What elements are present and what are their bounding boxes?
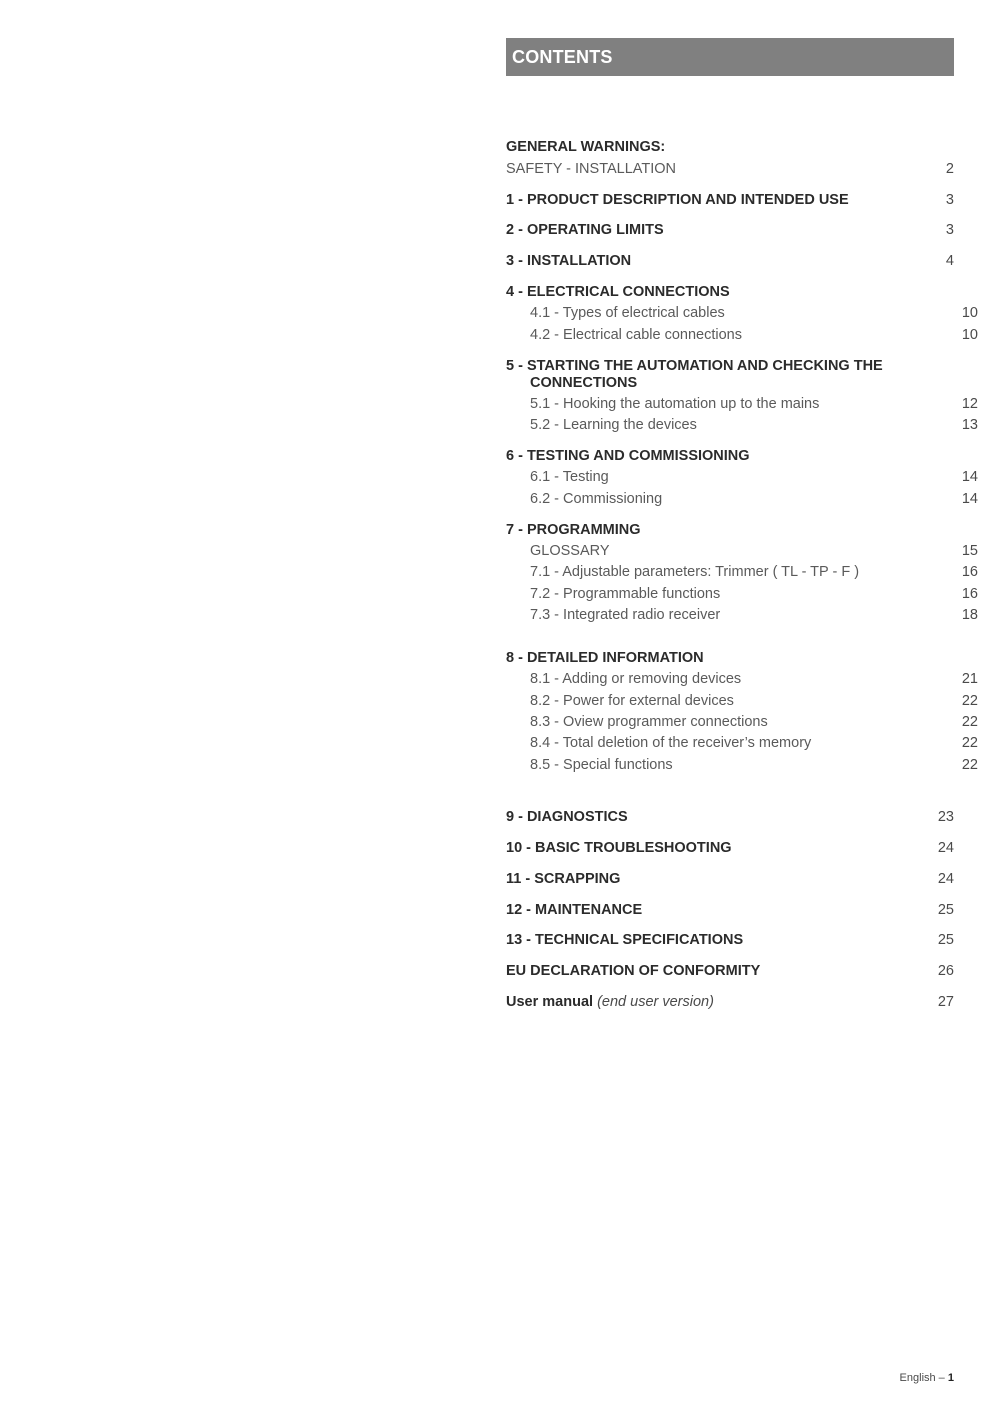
toc-entry-page: 23 — [937, 809, 954, 825]
toc-entry[interactable] — [506, 139, 954, 156]
page-title: CONTENTS — [512, 47, 613, 67]
toc-entry-page: 10 — [961, 327, 978, 343]
toc-entry-title: 8 - DETAILED INFORMATION — [506, 650, 704, 666]
toc-entry-title: 6.1 - Testing — [530, 469, 609, 485]
toc-subentry[interactable] — [506, 543, 978, 560]
toc-subentry[interactable] — [506, 305, 978, 322]
toc-entry[interactable] — [506, 284, 954, 301]
toc-subentry[interactable] — [506, 693, 978, 710]
toc-entry-title: 3 - INSTALLATION — [506, 253, 632, 269]
toc-subentry[interactable] — [506, 327, 978, 344]
toc-entry-page: 22 — [961, 693, 978, 709]
toc-entry[interactable] — [506, 932, 954, 949]
toc-entry-title-suffix: (end user version) — [597, 994, 714, 1010]
toc-entry-page: 22 — [961, 714, 978, 730]
toc-entry-page: 3 — [945, 222, 954, 238]
toc-entry-title: 8.5 - Special functions — [530, 757, 673, 773]
toc-entry-title: 5.1 - Hooking the automation up to the mains — [530, 396, 820, 412]
toc-entry[interactable] — [506, 222, 954, 239]
toc-subentry[interactable] — [506, 469, 978, 486]
toc-entry-title: 6 - TESTING AND COMMISSIONING — [506, 448, 750, 464]
toc-entry-page: 24 — [937, 871, 954, 887]
toc-entry-page: 16 — [961, 586, 978, 602]
toc-entry-title: 7.3 - Integrated radio receiver — [530, 607, 721, 623]
toc-entry-title: 5.2 - Learning the devices — [530, 417, 697, 433]
toc-entry[interactable] — [506, 161, 954, 178]
toc-entry-title: 1 - PRODUCT DESCRIPTION AND INTENDED USE — [506, 192, 849, 208]
toc-subentry[interactable] — [506, 607, 978, 624]
toc-entry[interactable] — [506, 192, 954, 209]
toc-entry-title: 2 - OPERATING LIMITS — [506, 222, 664, 238]
toc-entry-title: User manual — [506, 994, 594, 1010]
toc-entry-page: 13 — [961, 417, 978, 433]
toc-entry-page: 22 — [961, 757, 978, 773]
toc-entry[interactable] — [506, 809, 954, 826]
toc-entry-title: 8.2 - Power for external devices — [530, 693, 734, 709]
toc-entry-page: 18 — [961, 607, 978, 623]
toc-entry-page: 10 — [961, 305, 978, 321]
toc-entry-title: 5 - STARTING THE AUTOMATION AND CHECKING THE CONNECTIONS — [506, 358, 883, 391]
toc-entry-title: EU DECLARATION OF CONFORMITY — [506, 963, 761, 979]
toc-subentry[interactable] — [506, 491, 978, 508]
toc-entry-page: 22 — [961, 735, 978, 751]
toc-subentry[interactable] — [506, 586, 978, 603]
toc-entry-page: 25 — [937, 932, 954, 948]
contents-header-bar — [506, 38, 954, 76]
toc-subentry[interactable] — [506, 757, 978, 774]
toc-entry-title: 8.1 - Adding or removing devices — [530, 671, 742, 687]
toc-subentry[interactable] — [506, 714, 978, 731]
toc-entry[interactable] — [506, 650, 954, 667]
toc-entry-title: 10 - BASIC TROUBLESHOOTING — [506, 840, 732, 856]
toc-entry-title: 13 - TECHNICAL SPECIFICATIONS — [506, 932, 744, 948]
toc-entry[interactable] — [506, 902, 954, 919]
toc-entry-page: 12 — [961, 396, 978, 412]
toc-subentry[interactable] — [506, 735, 978, 752]
toc-entry-title: 9 - DIAGNOSTICS — [506, 809, 628, 825]
toc-entry-page: 3 — [945, 192, 954, 208]
toc-entry[interactable] — [506, 448, 954, 465]
toc-entry-page: 26 — [937, 963, 954, 979]
toc-entry-title: 7.1 - Adjustable parameters: Trimmer ( TL - TP - F ) — [530, 564, 860, 580]
toc-entry-page: 14 — [961, 469, 978, 485]
toc-entry-title: 12 - MAINTENANCE — [506, 902, 643, 918]
toc-entry-title: GENERAL WARNINGS: — [506, 139, 666, 155]
page-footer — [900, 1372, 954, 1384]
toc-entry-title: 4 - ELECTRICAL CONNECTIONS — [506, 284, 730, 300]
footer-page-number: 1 — [947, 1372, 954, 1384]
toc-entry[interactable] — [506, 253, 954, 270]
toc-subentry[interactable] — [506, 564, 978, 581]
toc-entry-title: 8.4 - Total deletion of the receiver’s memory — [530, 735, 812, 751]
toc-entry-page: 24 — [937, 840, 954, 856]
toc-entry-page: 16 — [961, 564, 978, 580]
toc-subentry[interactable] — [506, 671, 978, 688]
footer-language: English – — [899, 1372, 945, 1384]
toc-entry[interactable] — [506, 522, 954, 539]
toc-entry[interactable] — [506, 358, 954, 392]
toc-subentry[interactable] — [506, 417, 978, 434]
toc-entry-title: 7 - PROGRAMMING — [506, 522, 641, 538]
toc-entry-page: 25 — [937, 902, 954, 918]
toc-entry-title: 11 - SCRAPPING — [506, 871, 621, 887]
toc-entry-title: 8.3 - Oview programmer connections — [530, 714, 768, 730]
toc-entry-page: 2 — [945, 161, 954, 177]
toc-entry-title: GLOSSARY — [530, 543, 610, 559]
toc-entry[interactable] — [506, 963, 954, 980]
toc-subentry[interactable] — [506, 396, 978, 413]
toc-entry[interactable] — [506, 994, 954, 1011]
toc-entry[interactable] — [506, 840, 954, 857]
toc-entry-page: 15 — [961, 543, 978, 559]
toc-entry[interactable] — [506, 871, 954, 888]
toc-entry-page: 27 — [937, 994, 954, 1010]
toc-entry-title: 7.2 - Programmable functions — [530, 586, 721, 602]
toc-entry-title: 4.1 - Types of electrical cables — [530, 305, 725, 321]
toc-entry-title: 4.2 - Electrical cable connections — [530, 327, 742, 343]
toc-entry-page: 21 — [961, 671, 978, 687]
toc-entry-title: 6.2 - Commissioning — [530, 491, 663, 507]
toc-entry-title: SAFETY - INSTALLATION — [506, 161, 677, 177]
toc-entry-page: 4 — [945, 253, 954, 269]
toc-entry-page: 14 — [961, 491, 978, 507]
